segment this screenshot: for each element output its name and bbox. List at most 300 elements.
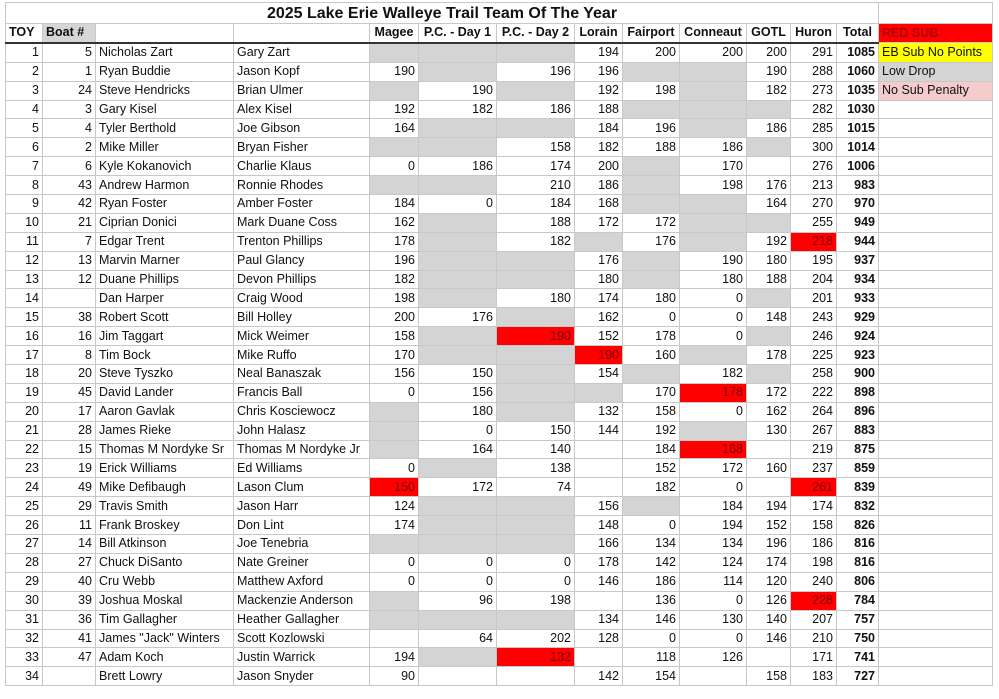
- score-cell: 158: [623, 402, 680, 421]
- toy-rank: 20: [6, 402, 43, 421]
- score-cell: 186: [497, 100, 575, 119]
- score-cell: 285: [791, 119, 837, 138]
- score-cell: 184: [497, 195, 575, 214]
- total-points: 1006: [837, 157, 879, 176]
- score-cell: 174: [575, 289, 623, 308]
- score-cell: 200: [370, 308, 419, 327]
- table-row: [6, 119, 993, 138]
- boat-number: 27: [43, 553, 96, 572]
- score-cell: [680, 195, 747, 214]
- total-points: 983: [837, 176, 879, 195]
- total-points: 727: [837, 667, 879, 686]
- score-cell: 196: [747, 535, 791, 554]
- score-cell: 300: [791, 138, 837, 157]
- score-cell: 258: [791, 365, 837, 384]
- score-cell: 198: [791, 553, 837, 572]
- score-cell: 158: [370, 327, 419, 346]
- angler-2: Neal Banaszak: [234, 365, 370, 384]
- score-cell: 182: [623, 478, 680, 497]
- score-cell: 142: [575, 667, 623, 686]
- angler-1: James "Jack" Winters: [96, 629, 234, 648]
- toy-rank: 1: [6, 43, 43, 62]
- score-cell: 200: [747, 43, 791, 62]
- boat-number: 47: [43, 648, 96, 667]
- boat-number: 21: [43, 213, 96, 232]
- toy-rank: 34: [6, 667, 43, 686]
- score-cell: 138: [497, 459, 575, 478]
- score-cell: 132: [497, 648, 575, 667]
- score-cell: [747, 157, 791, 176]
- score-cell: 180: [575, 270, 623, 289]
- angler-2: Ronnie Rhodes: [234, 176, 370, 195]
- angler-2: Paul Glancy: [234, 251, 370, 270]
- table-row: [6, 648, 993, 667]
- score-cell: 171: [791, 648, 837, 667]
- score-cell: 178: [623, 327, 680, 346]
- legend-low-drop: Low Drop: [879, 62, 993, 81]
- score-cell: 194: [747, 497, 791, 516]
- boat-number: 40: [43, 572, 96, 591]
- sheet-title: 2025 Lake Erie Walleye Trail Team Of The Year: [6, 3, 879, 24]
- score-cell: 192: [747, 232, 791, 251]
- score-cell: [497, 402, 575, 421]
- score-cell: 172: [680, 459, 747, 478]
- score-cell: 162: [370, 213, 419, 232]
- table-row: [6, 176, 993, 195]
- score-cell: [419, 497, 497, 516]
- score-cell: 188: [575, 100, 623, 119]
- score-cell: 184: [370, 195, 419, 214]
- toy-rank: 4: [6, 100, 43, 119]
- score-cell: [497, 667, 575, 686]
- total-points: 949: [837, 213, 879, 232]
- angler-2: Amber Foster: [234, 195, 370, 214]
- score-cell: 0: [680, 402, 747, 421]
- empty-cell: [879, 176, 993, 195]
- table-row: [6, 553, 993, 572]
- angler-2: Mick Weimer: [234, 327, 370, 346]
- column-header-boat: Boat #: [43, 24, 96, 43]
- score-cell: 201: [791, 289, 837, 308]
- score-cell: [370, 440, 419, 459]
- score-cell: 194: [680, 516, 747, 535]
- column-header-fairport: Fairport: [623, 24, 680, 43]
- score-cell: 202: [497, 629, 575, 648]
- score-cell: [623, 176, 680, 195]
- score-cell: [497, 270, 575, 289]
- score-cell: [497, 308, 575, 327]
- score-cell: [575, 648, 623, 667]
- score-cell: 210: [497, 176, 575, 195]
- column-header-p-c-day-1: P.C. - Day 1: [419, 24, 497, 43]
- angler-2: Scott Kozlowski: [234, 629, 370, 648]
- column-header-lorain: Lorain: [575, 24, 623, 43]
- score-cell: [419, 138, 497, 157]
- angler-1: Brett Lowry: [96, 667, 234, 686]
- score-cell: [747, 138, 791, 157]
- boat-number: 19: [43, 459, 96, 478]
- total-points: 944: [837, 232, 879, 251]
- score-cell: [419, 346, 497, 365]
- empty-cell: [879, 535, 993, 554]
- angler-2: Ed Williams: [234, 459, 370, 478]
- score-cell: 152: [623, 459, 680, 478]
- angler-1: Steve Hendricks: [96, 81, 234, 100]
- total-points: 933: [837, 289, 879, 308]
- angler-1: Chuck DiSanto: [96, 553, 234, 572]
- score-cell: 0: [370, 383, 419, 402]
- column-header-blank-3: [234, 24, 370, 43]
- score-cell: 0: [370, 553, 419, 572]
- score-cell: 144: [575, 421, 623, 440]
- boat-number: 36: [43, 610, 96, 629]
- score-cell: 140: [747, 610, 791, 629]
- score-cell: [747, 100, 791, 119]
- score-cell: [747, 289, 791, 308]
- angler-1: Mike Defibaugh: [96, 478, 234, 497]
- total-points: 898: [837, 383, 879, 402]
- boat-number: 43: [43, 176, 96, 195]
- score-cell: 162: [747, 402, 791, 421]
- angler-1: Dan Harper: [96, 289, 234, 308]
- boat-number: 13: [43, 251, 96, 270]
- total-points: 826: [837, 516, 879, 535]
- score-cell: [370, 402, 419, 421]
- score-cell: 198: [370, 289, 419, 308]
- angler-2: Justin Warrick: [234, 648, 370, 667]
- score-cell: [370, 138, 419, 157]
- score-cell: 126: [747, 591, 791, 610]
- toy-rank: 6: [6, 138, 43, 157]
- toy-rank: 31: [6, 610, 43, 629]
- score-cell: 0: [623, 308, 680, 327]
- header-row: [6, 24, 993, 43]
- legend-no-sub-penalty: No Sub Penalty: [879, 81, 993, 100]
- boat-number: 29: [43, 497, 96, 516]
- score-cell: 128: [575, 629, 623, 648]
- score-cell: 270: [791, 195, 837, 214]
- table-row: [6, 421, 993, 440]
- total-points: 1035: [837, 81, 879, 100]
- boat-number: 42: [43, 195, 96, 214]
- score-cell: 114: [680, 572, 747, 591]
- score-cell: [497, 535, 575, 554]
- score-cell: 192: [623, 421, 680, 440]
- angler-1: Steve Tyszko: [96, 365, 234, 384]
- score-cell: [419, 289, 497, 308]
- total-points: 750: [837, 629, 879, 648]
- score-cell: 228: [791, 591, 837, 610]
- score-cell: 273: [791, 81, 837, 100]
- table-row: [6, 195, 993, 214]
- toy-rank: 24: [6, 478, 43, 497]
- score-cell: 180: [497, 289, 575, 308]
- empty-cell: [879, 270, 993, 289]
- score-cell: 186: [791, 535, 837, 554]
- boat-number: 2: [43, 138, 96, 157]
- boat-number: 28: [43, 421, 96, 440]
- table-row: [6, 213, 993, 232]
- table-row: [6, 497, 993, 516]
- score-cell: 172: [623, 213, 680, 232]
- score-cell: 186: [623, 572, 680, 591]
- empty-cell: [879, 383, 993, 402]
- angler-1: Tyler Berthold: [96, 119, 234, 138]
- score-cell: 152: [747, 516, 791, 535]
- score-cell: 176: [747, 176, 791, 195]
- empty-cell: [879, 138, 993, 157]
- toy-rank: 17: [6, 346, 43, 365]
- total-points: 1030: [837, 100, 879, 119]
- score-cell: 0: [623, 516, 680, 535]
- score-cell: [419, 232, 497, 251]
- score-cell: 172: [747, 383, 791, 402]
- score-cell: 124: [370, 497, 419, 516]
- empty-cell: [879, 497, 993, 516]
- table-row: [6, 62, 993, 81]
- score-cell: 192: [575, 81, 623, 100]
- standings-table: [5, 2, 993, 686]
- empty-cell: [879, 629, 993, 648]
- score-cell: 160: [747, 459, 791, 478]
- table-row: [6, 232, 993, 251]
- score-cell: 64: [419, 629, 497, 648]
- angler-2: Matthew Axford: [234, 572, 370, 591]
- score-cell: [575, 232, 623, 251]
- score-cell: 261: [791, 478, 837, 497]
- score-cell: 0: [623, 629, 680, 648]
- score-cell: [623, 251, 680, 270]
- score-cell: 170: [370, 346, 419, 365]
- score-cell: 192: [370, 100, 419, 119]
- boat-number: 20: [43, 365, 96, 384]
- score-cell: 291: [791, 43, 837, 62]
- score-cell: [419, 610, 497, 629]
- score-cell: 156: [419, 383, 497, 402]
- angler-1: Thomas M Nordyke Sr: [96, 440, 234, 459]
- score-cell: 166: [575, 535, 623, 554]
- boat-number: 45: [43, 383, 96, 402]
- score-cell: 0: [680, 629, 747, 648]
- angler-2: Devon Phillips: [234, 270, 370, 289]
- score-cell: [747, 440, 791, 459]
- score-cell: [747, 327, 791, 346]
- score-cell: [497, 365, 575, 384]
- score-cell: 0: [680, 289, 747, 308]
- angler-1: Gary Kisel: [96, 100, 234, 119]
- column-header-p-c-day-2: P.C. - Day 2: [497, 24, 575, 43]
- score-cell: 196: [623, 119, 680, 138]
- score-cell: [623, 157, 680, 176]
- score-cell: 172: [575, 213, 623, 232]
- boat-number: 49: [43, 478, 96, 497]
- angler-1: Ryan Foster: [96, 195, 234, 214]
- angler-2: Chris Kosciewocz: [234, 402, 370, 421]
- legend-eb-sub-no-points: EB Sub No Points: [879, 43, 993, 62]
- score-cell: [497, 346, 575, 365]
- table-row: [6, 459, 993, 478]
- score-cell: [497, 81, 575, 100]
- score-cell: 118: [623, 648, 680, 667]
- boat-number: [43, 667, 96, 686]
- toy-rank: 30: [6, 591, 43, 610]
- angler-1: Mike Miller: [96, 138, 234, 157]
- empty-cell: [879, 553, 993, 572]
- score-cell: [370, 81, 419, 100]
- empty-cell: [879, 157, 993, 176]
- angler-1: Kyle Kokanovich: [96, 157, 234, 176]
- angler-2: Mark Duane Coss: [234, 213, 370, 232]
- angler-1: Edgar Trent: [96, 232, 234, 251]
- toy-rank: 13: [6, 270, 43, 289]
- score-cell: 170: [680, 157, 747, 176]
- score-cell: 146: [747, 629, 791, 648]
- table-row: [6, 138, 993, 157]
- empty-cell: [879, 516, 993, 535]
- score-cell: 178: [680, 383, 747, 402]
- score-cell: 156: [370, 365, 419, 384]
- score-cell: 150: [370, 478, 419, 497]
- score-cell: 183: [791, 667, 837, 686]
- score-cell: 180: [623, 289, 680, 308]
- empty-cell: [879, 648, 993, 667]
- column-header-blank-2: [96, 24, 234, 43]
- toy-rank: 18: [6, 365, 43, 384]
- score-cell: [680, 346, 747, 365]
- score-cell: 130: [747, 421, 791, 440]
- score-cell: 172: [419, 478, 497, 497]
- total-points: 839: [837, 478, 879, 497]
- score-cell: 176: [419, 308, 497, 327]
- boat-number: 15: [43, 440, 96, 459]
- score-cell: 182: [370, 270, 419, 289]
- angler-1: Cru Webb: [96, 572, 234, 591]
- score-cell: 158: [747, 667, 791, 686]
- score-cell: 196: [370, 251, 419, 270]
- score-cell: [747, 648, 791, 667]
- boat-number: 24: [43, 81, 96, 100]
- score-cell: 267: [791, 421, 837, 440]
- total-points: 1015: [837, 119, 879, 138]
- score-cell: 182: [575, 138, 623, 157]
- score-cell: [497, 516, 575, 535]
- score-cell: 190: [497, 327, 575, 346]
- spreadsheet: [5, 2, 994, 686]
- score-cell: 190: [370, 62, 419, 81]
- empty-cell: [879, 232, 993, 251]
- score-cell: [747, 213, 791, 232]
- angler-1: Ciprian Donici: [96, 213, 234, 232]
- score-cell: 218: [791, 232, 837, 251]
- table-row: [6, 591, 993, 610]
- empty-cell: [879, 213, 993, 232]
- score-cell: 207: [791, 610, 837, 629]
- empty-cell: [879, 459, 993, 478]
- score-cell: 174: [747, 553, 791, 572]
- score-cell: 134: [575, 610, 623, 629]
- toy-rank: 5: [6, 119, 43, 138]
- score-cell: 0: [680, 327, 747, 346]
- toy-rank: 21: [6, 421, 43, 440]
- total-points: 1085: [837, 43, 879, 62]
- angler-2: Lason Clum: [234, 478, 370, 497]
- score-cell: 146: [623, 610, 680, 629]
- empty-cell: [879, 289, 993, 308]
- toy-rank: 28: [6, 553, 43, 572]
- score-cell: [370, 629, 419, 648]
- angler-2: Craig Wood: [234, 289, 370, 308]
- score-cell: 198: [680, 176, 747, 195]
- score-cell: [370, 43, 419, 62]
- total-points: 900: [837, 365, 879, 384]
- score-cell: 0: [680, 478, 747, 497]
- table-row: [6, 327, 993, 346]
- column-header-gotl: GOTL: [747, 24, 791, 43]
- table-row: [6, 270, 993, 289]
- score-cell: [575, 383, 623, 402]
- score-cell: 164: [419, 440, 497, 459]
- angler-2: Francis Ball: [234, 383, 370, 402]
- angler-1: Travis Smith: [96, 497, 234, 516]
- table-row: [6, 43, 993, 62]
- empty-cell: [879, 308, 993, 327]
- score-cell: 276: [791, 157, 837, 176]
- total-points: 883: [837, 421, 879, 440]
- table-row: [6, 365, 993, 384]
- score-cell: 200: [623, 43, 680, 62]
- toy-rank: 15: [6, 308, 43, 327]
- score-cell: 154: [623, 667, 680, 686]
- toy-rank: 12: [6, 251, 43, 270]
- score-cell: [623, 100, 680, 119]
- score-cell: 152: [575, 327, 623, 346]
- table-row: [6, 629, 993, 648]
- score-cell: [370, 591, 419, 610]
- angler-1: Duane Phillips: [96, 270, 234, 289]
- score-cell: [623, 497, 680, 516]
- score-cell: 255: [791, 213, 837, 232]
- score-cell: 0: [680, 591, 747, 610]
- score-cell: 190: [575, 346, 623, 365]
- score-cell: [497, 251, 575, 270]
- score-cell: [575, 459, 623, 478]
- score-cell: 126: [680, 648, 747, 667]
- score-cell: 0: [370, 459, 419, 478]
- score-cell: 200: [680, 43, 747, 62]
- toy-rank: 14: [6, 289, 43, 308]
- score-cell: 176: [575, 251, 623, 270]
- empty-cell: [879, 365, 993, 384]
- score-cell: 178: [575, 553, 623, 572]
- score-cell: [623, 270, 680, 289]
- score-cell: 282: [791, 100, 837, 119]
- total-points: 1060: [837, 62, 879, 81]
- table-row: [6, 402, 993, 421]
- score-cell: 194: [370, 648, 419, 667]
- legend-red-sub: RED SUB: [879, 24, 993, 43]
- empty-cell: [879, 195, 993, 214]
- score-cell: 150: [497, 421, 575, 440]
- total-points: 934: [837, 270, 879, 289]
- score-cell: 184: [575, 119, 623, 138]
- total-points: 923: [837, 346, 879, 365]
- score-cell: [370, 176, 419, 195]
- table-body: [6, 43, 993, 686]
- score-cell: 188: [623, 138, 680, 157]
- score-cell: [419, 119, 497, 138]
- score-cell: [370, 535, 419, 554]
- score-cell: 190: [747, 62, 791, 81]
